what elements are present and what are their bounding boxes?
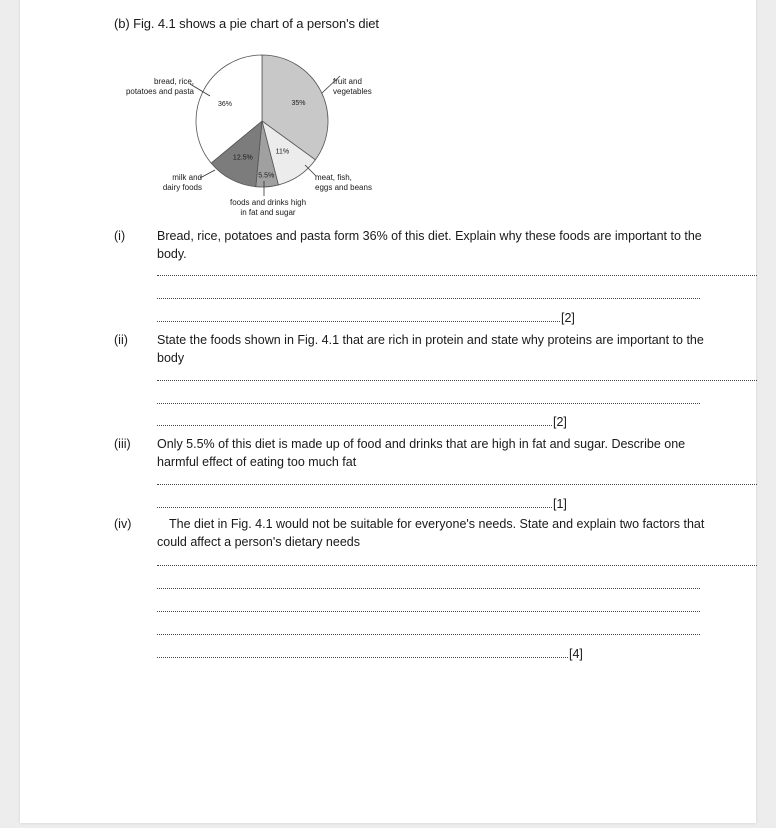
pie-slice-percent: 35% — [291, 99, 306, 107]
marks-i: [2] — [561, 311, 575, 325]
pie-slice-percent: 5.5% — [258, 172, 275, 180]
question-number-i: (i) — [114, 229, 126, 243]
answer-line[interactable] — [157, 495, 552, 508]
answer-line[interactable] — [157, 622, 700, 635]
answer-line[interactable] — [157, 553, 757, 566]
question-number-iii: (iii) — [114, 437, 131, 451]
answer-line[interactable] — [157, 263, 757, 276]
label-milk: milk and dairy foods — [162, 173, 202, 192]
answer-line[interactable] — [157, 286, 700, 299]
label-fruit: fruit and vegetables — [333, 77, 372, 96]
answer-line[interactable] — [157, 368, 757, 381]
label-bread: bread, rice, potatoes and pasta — [125, 77, 194, 96]
leader-milk — [200, 170, 215, 178]
question-text-iii: Only 5.5% of this diet is made up of food and drinks that are high in fat and sugar. Describe one harmful effect of eating too much fat — [157, 437, 686, 469]
question-text-iv: The diet in Fig. 4.1 would not be suitable for everyone's needs. State and explain two factors that could affect a person's dietary needs — [157, 517, 705, 549]
marks-ii: [2] — [553, 415, 567, 429]
marks-iii: [1] — [553, 497, 567, 511]
question-text-i: Bread, rice, potatoes and pasta form 36% of this diet. Explain why these foods are important to the body. — [157, 229, 702, 261]
answer-line[interactable] — [157, 309, 560, 322]
question-number-ii: (ii) — [114, 333, 128, 347]
answer-line[interactable] — [157, 645, 568, 658]
pie-slice-percent: 36% — [217, 101, 232, 109]
label-fat-sugar: foods and drinks high in fat and sugar — [229, 198, 307, 217]
pie-slice-percent: 11% — [275, 148, 290, 156]
answer-line[interactable] — [157, 576, 700, 589]
answer-line[interactable] — [157, 472, 757, 485]
intro-text: (b) Fig. 4.1 shows a pie chart of a person's diet — [114, 16, 379, 31]
question-text-ii: State the foods shown in Fig. 4.1 that are rich in protein and state why proteins are important to the body — [157, 333, 704, 365]
pie-chart — [0, 0, 776, 240]
answer-line[interactable] — [157, 413, 552, 426]
label-meat: meat, fish, eggs and beans — [315, 173, 372, 192]
question-number-iv: (iv) — [114, 517, 132, 531]
pie-chart-svg — [0, 0, 776, 240]
marks-iv: [4] — [569, 647, 583, 661]
answer-line[interactable] — [157, 391, 700, 404]
pie-slice-percent: 12.5% — [232, 154, 253, 162]
answer-line[interactable] — [157, 599, 700, 612]
